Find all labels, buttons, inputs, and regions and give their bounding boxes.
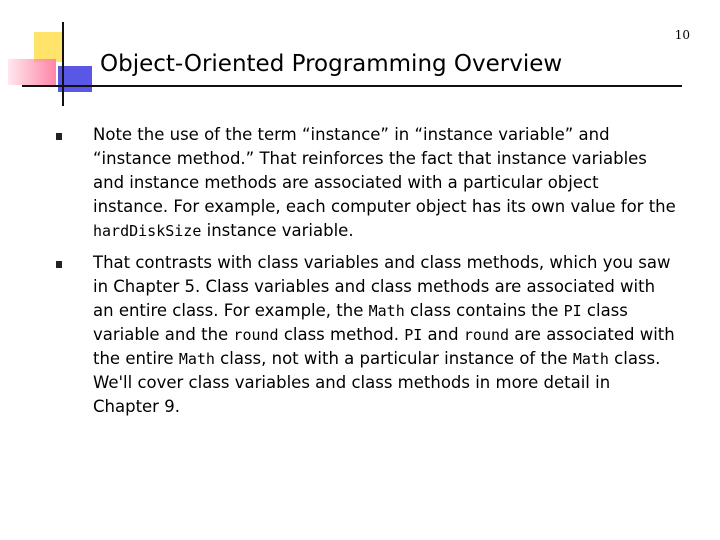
bullet-text-segment: and bbox=[422, 325, 464, 344]
bullet-text-segment: That contrasts with class variables and class methods, which you saw in Chapter 5. Class variables and class methods are associated with an entire class. For example, the bbox=[93, 253, 671, 320]
bullet-list bbox=[56, 123, 676, 427]
code-term: Math bbox=[178, 350, 215, 368]
bullet-text-segment: instance variable. bbox=[201, 221, 354, 240]
bullet-text-segment: class method. bbox=[278, 325, 405, 344]
bullet-item-2 bbox=[56, 251, 676, 419]
bullet-text-segment: are associated with the entire bbox=[93, 325, 675, 368]
code-term: PI bbox=[563, 302, 582, 320]
decorative-pink-block bbox=[8, 59, 56, 85]
bullet-item-1 bbox=[56, 123, 676, 243]
code-term: hardDiskSize bbox=[93, 222, 202, 240]
code-term: PI bbox=[404, 326, 423, 344]
code-term: round bbox=[463, 326, 510, 344]
title-underline-rule bbox=[22, 85, 682, 87]
decorative-yellow-block bbox=[34, 32, 64, 62]
bullet-text-segment: class. We'll cover class variables and class methods in more detail in Chapter 9. bbox=[93, 349, 661, 416]
decorative-vertical-rule bbox=[62, 22, 64, 106]
bullet-text-segment: class contains the bbox=[404, 301, 564, 320]
bullet-square-icon bbox=[56, 261, 62, 268]
bullet-text-segment: class, not with a particular instance of the bbox=[214, 349, 573, 368]
code-term: round bbox=[233, 326, 279, 344]
bullet-text-segment: class variable and the bbox=[93, 301, 628, 344]
bullet-text bbox=[93, 125, 676, 240]
code-term: Math bbox=[368, 302, 405, 320]
bullet-square-icon bbox=[56, 133, 62, 140]
code-term: Math bbox=[572, 350, 609, 368]
bullet-text bbox=[93, 253, 675, 416]
slide-title: Object-Oriented Programming Overview bbox=[100, 51, 563, 77]
bullet-text-segment: Note the use of the term “instance” in “instance variable” and “instance method.” That reinforces the fact that instance variables and instance methods are associated with a particular object instance. For example, each computer object has its own value for the bbox=[93, 125, 676, 216]
page-number: 10 bbox=[674, 28, 690, 42]
